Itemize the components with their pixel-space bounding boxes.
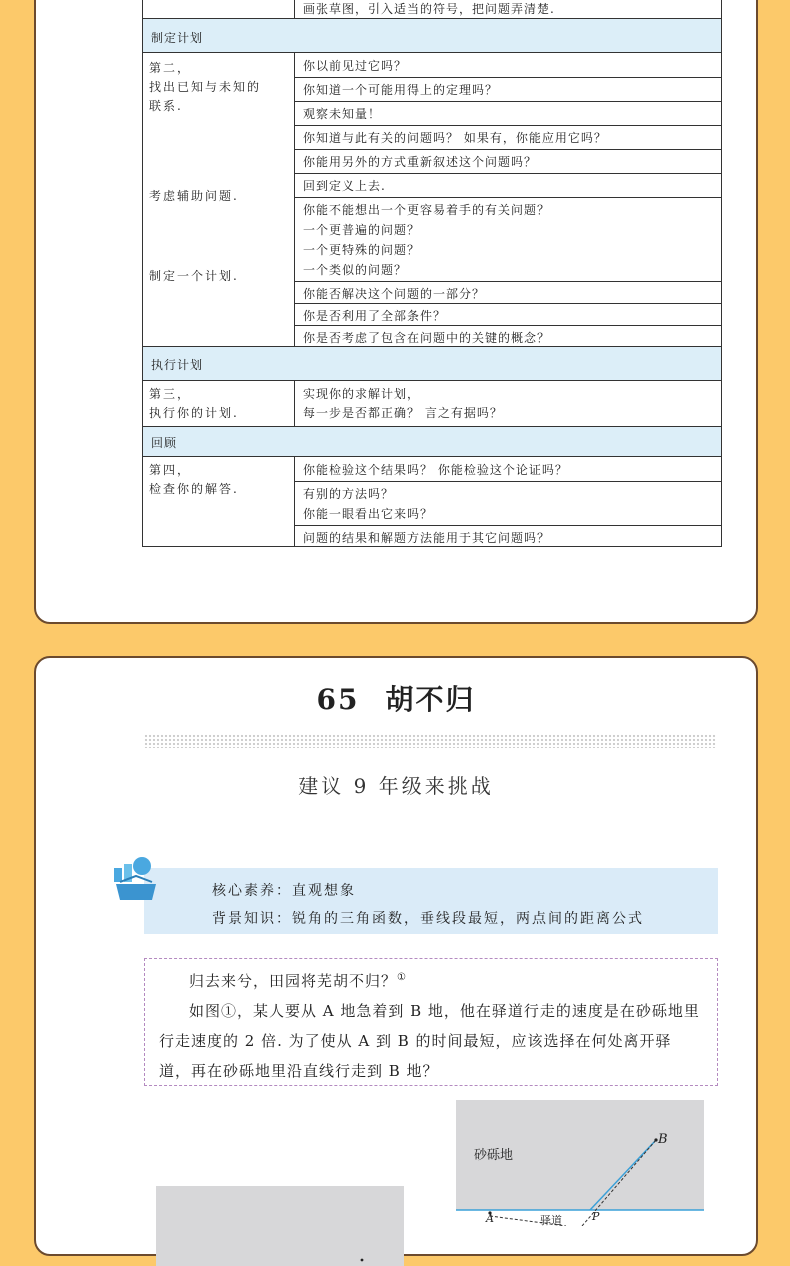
road-label: 驿道	[540, 1214, 562, 1227]
figure-2	[156, 1186, 404, 1266]
problem-text-box	[144, 958, 718, 1086]
point-a-label: A	[486, 1212, 494, 1225]
list-item: 问题的结果和解题方法能用于其它问题吗？	[303, 531, 551, 545]
footnote-mark: ①	[397, 972, 407, 983]
figure-2-geometry	[156, 1186, 404, 1266]
method-table	[142, 0, 722, 547]
background-knowledge: 背景知识：锐角的三角函数，垂线段最短，两点间的距离公式	[212, 911, 644, 927]
list-item: 你知道与此有关的问题吗？ 如果有，你能应用它吗？	[303, 131, 607, 145]
row-text: 画张草图，引入适当的符号，把问题弄清楚.	[303, 2, 555, 16]
list-item: 你是否利用了全部条件？	[303, 309, 447, 323]
list-item: 你能否解决这个问题的一部分？	[303, 287, 486, 301]
plan-section	[143, 52, 721, 346]
section-number: 65	[316, 683, 360, 716]
list-item: 有别的方法吗？ 你能一眼看出它来吗？	[303, 487, 434, 521]
core-literacy: 核心素养：直观想象	[212, 883, 356, 899]
point-p-label: P	[592, 1210, 600, 1223]
kid-reading-icon	[108, 854, 162, 906]
list-item: 你能用另外的方式重新叙述这个问题吗？	[303, 155, 538, 169]
review-section	[143, 456, 721, 546]
list-item: 回到定义上去.	[303, 179, 386, 193]
section-card	[34, 656, 758, 1256]
figure-1	[456, 1100, 704, 1226]
gravel-label: 砂砾地	[474, 1148, 514, 1163]
section-title-text: 胡不归	[385, 683, 476, 716]
plan-aux-label: 考虑辅助问题.	[149, 189, 239, 203]
execute-header: 执行计划	[143, 346, 721, 380]
plan-header: 制定计划	[143, 18, 721, 52]
problem-statement: 如图①，某人要从 A 地急着到 B 地，他在驿道行走的速度是在砂砾地里行走速度的 2 倍. 为了使从 A 到 B 的时间最短，应该选择在何处离开驿道，再在砂砾地里沿直线行走到 B 地？	[159, 1002, 700, 1080]
list-item: 你能检验这个结果吗？ 你能检验这个论证吗？	[303, 463, 568, 477]
core-info-box	[144, 868, 718, 934]
plan-step-label: 第二， 找出已知与未知的 联系.	[149, 61, 262, 113]
list-item: 你知道一个可能用得上的定理吗？	[303, 83, 499, 97]
dotted-divider	[144, 734, 716, 748]
list-item: 观察未知量！	[303, 107, 382, 121]
review-header: 回顾	[143, 426, 721, 456]
table-row	[143, 0, 721, 18]
list-item: 你是否考虑了包含在问题中的关键的概念？	[303, 331, 551, 345]
execute-section	[143, 380, 721, 426]
list-item: 实现你的求解计划， 每一步是否都正确？ 言之有据吗？	[303, 387, 503, 420]
method-table-card	[34, 0, 758, 624]
plan-make-label: 制定一个计划.	[149, 269, 239, 283]
section-title	[36, 678, 756, 718]
section-subtitle: 建议 9 年级来挑战	[298, 774, 494, 798]
poem-line: 归去来兮，田园将芜胡不归？①	[189, 972, 407, 990]
list-item: 你以前见过它吗？	[303, 59, 408, 73]
review-step-label: 第四， 检查你的解答.	[149, 463, 239, 496]
execute-step-label: 第三， 执行你的计划.	[149, 387, 239, 420]
point-b-label: B	[658, 1132, 668, 1147]
list-item: 你能不能想出一个更容易着手的有关问题？ 一个更普遍的问题？ 一个更特殊的问题？ 一个类似的问题？	[303, 203, 551, 277]
figure-1-geometry	[456, 1100, 704, 1226]
